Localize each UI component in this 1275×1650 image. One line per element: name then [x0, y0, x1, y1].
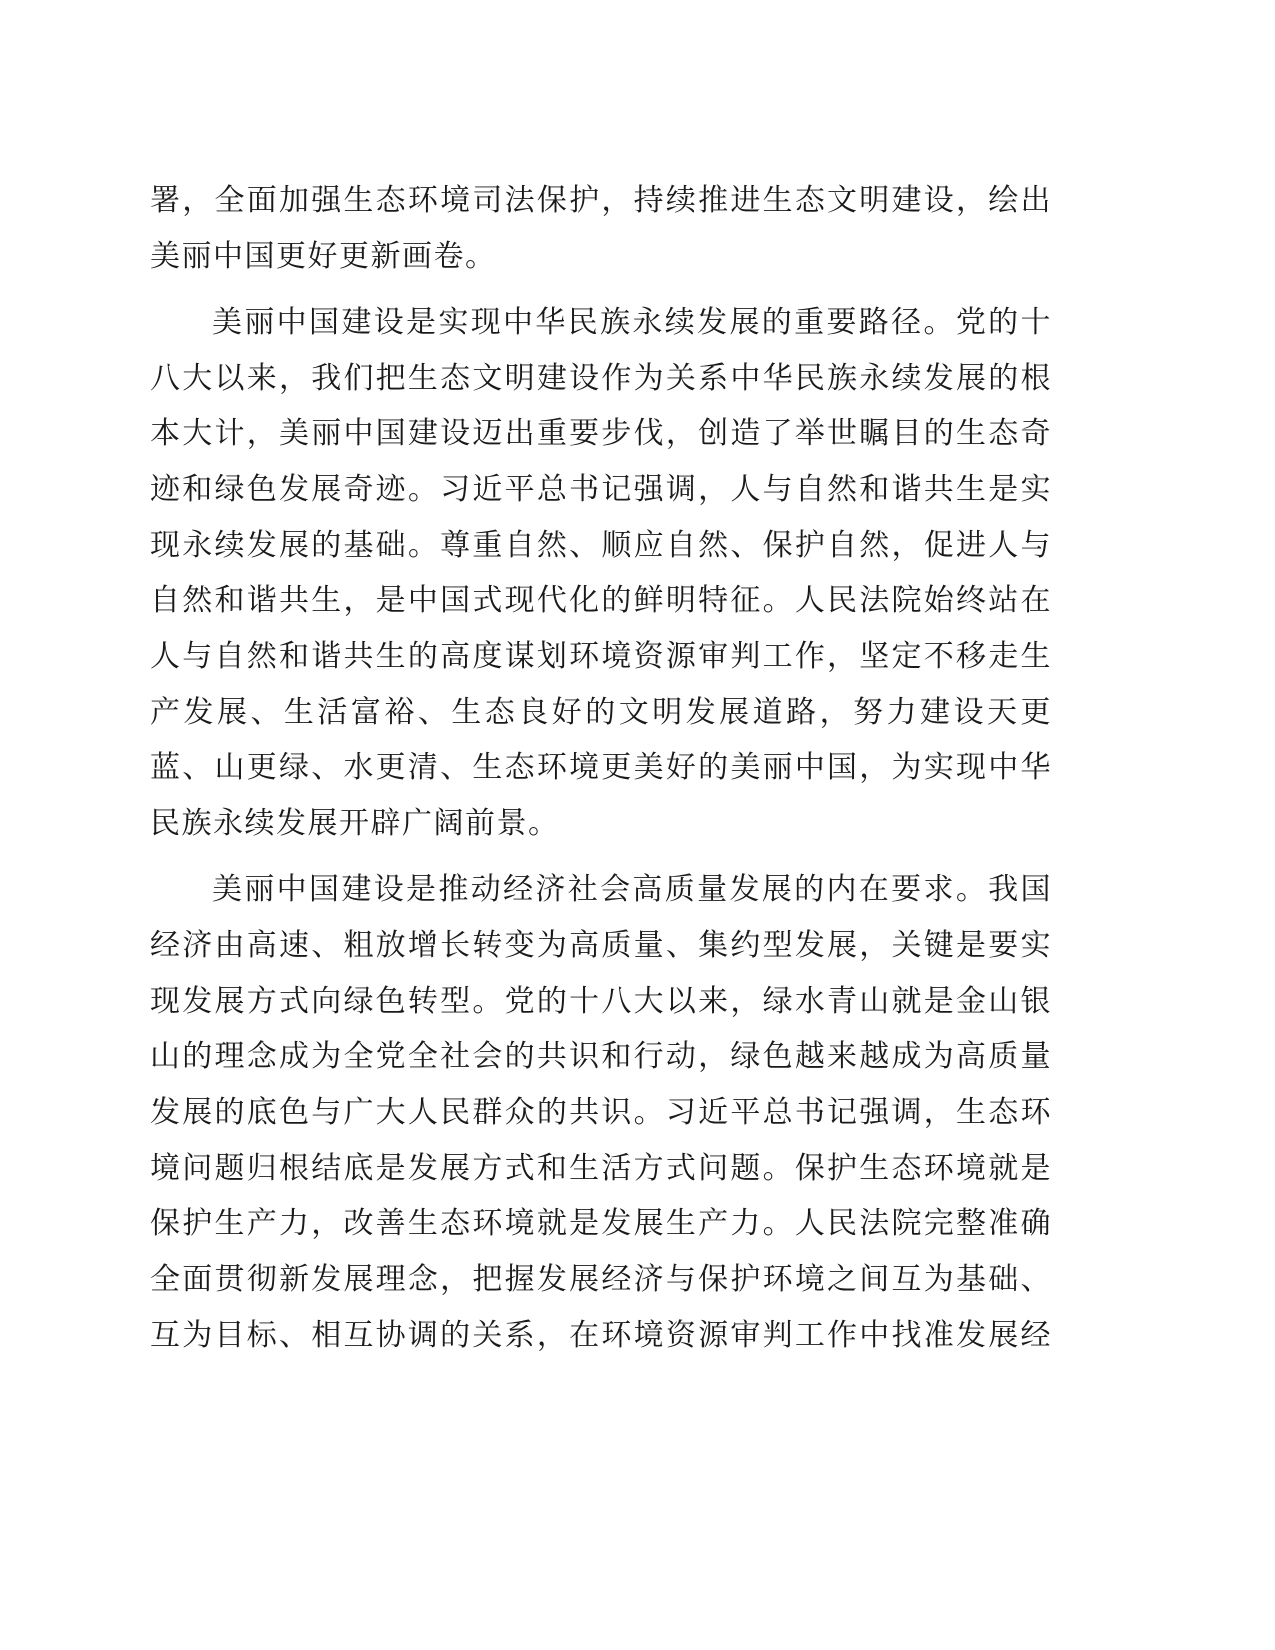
- text-line: 全面贯彻新发展理念，把握发展经济与保护环境之间互为基础、: [150, 1262, 1052, 1298]
- text-line: 民族永续发展开辟广阔前景。: [150, 806, 560, 842]
- text-line: 署，全面加强生态环境司法保护，持续推进生态文明建设，绘出: [150, 183, 1052, 218]
- text-line: 互为目标、相互协调的关系，在环境资源审判工作中找准发展经: [150, 1317, 1052, 1353]
- paragraph-1: [150, 173, 1052, 284]
- paragraph-2: [150, 295, 1052, 852]
- text-line: 蓝、山更绿、水更清、生态环境更美好的美丽中国，为实现中华: [150, 750, 1052, 786]
- text-line: 山的理念成为全党全社会的共识和行动，绿色越来越成为高质量: [150, 1039, 1052, 1075]
- text-line: 八大以来，我们把生态文明建设作为关系中华民族永续发展的根: [150, 360, 1052, 396]
- text-line: 本大计，美丽中国建设迈出重要步伐，创造了举世瞩目的生态奇: [150, 416, 1052, 452]
- text-line: 保护生产力，改善生态环境就是发展生产力。人民法院完整准确: [150, 1206, 1052, 1242]
- text-line: 现永续发展的基础。尊重自然、顺应自然、保护自然，促进人与: [150, 527, 1052, 563]
- text-line: 现发展方式向绿色转型。党的十八大以来，绿水青山就是金山银: [150, 983, 1052, 1019]
- paragraph-3: [150, 862, 1052, 1363]
- document-body: [150, 173, 1052, 1374]
- text-line: 产发展、生活富裕、生态良好的文明发展道路，努力建设天更: [150, 694, 1052, 730]
- text-line: 自然和谐共生，是中国式现代化的鲜明特征。人民法院始终站在: [150, 583, 1052, 619]
- text-line: 境问题归根结底是发展方式和生活方式问题。保护生态环境就是: [150, 1150, 1052, 1186]
- text-line: 美丽中国建设是实现中华民族永续发展的重要路径。党的十: [212, 304, 1052, 340]
- text-line: 迹和绿色发展奇迹。习近平总书记强调，人与自然和谐共生是实: [150, 471, 1052, 507]
- text-line: 美丽中国建设是推动经济社会高质量发展的内在要求。我国: [212, 872, 1052, 908]
- text-line: 人与自然和谐共生的高度谋划环境资源审判工作，坚定不移走生: [150, 639, 1052, 674]
- text-line: 美丽中国更好更新画卷。: [150, 238, 497, 274]
- text-line: 发展的底色与广大人民群众的共识。习近平总书记强调，生态环: [150, 1095, 1052, 1130]
- text-line: 经济由高速、粗放增长转变为高质量、集约型发展，关键是要实: [150, 927, 1052, 963]
